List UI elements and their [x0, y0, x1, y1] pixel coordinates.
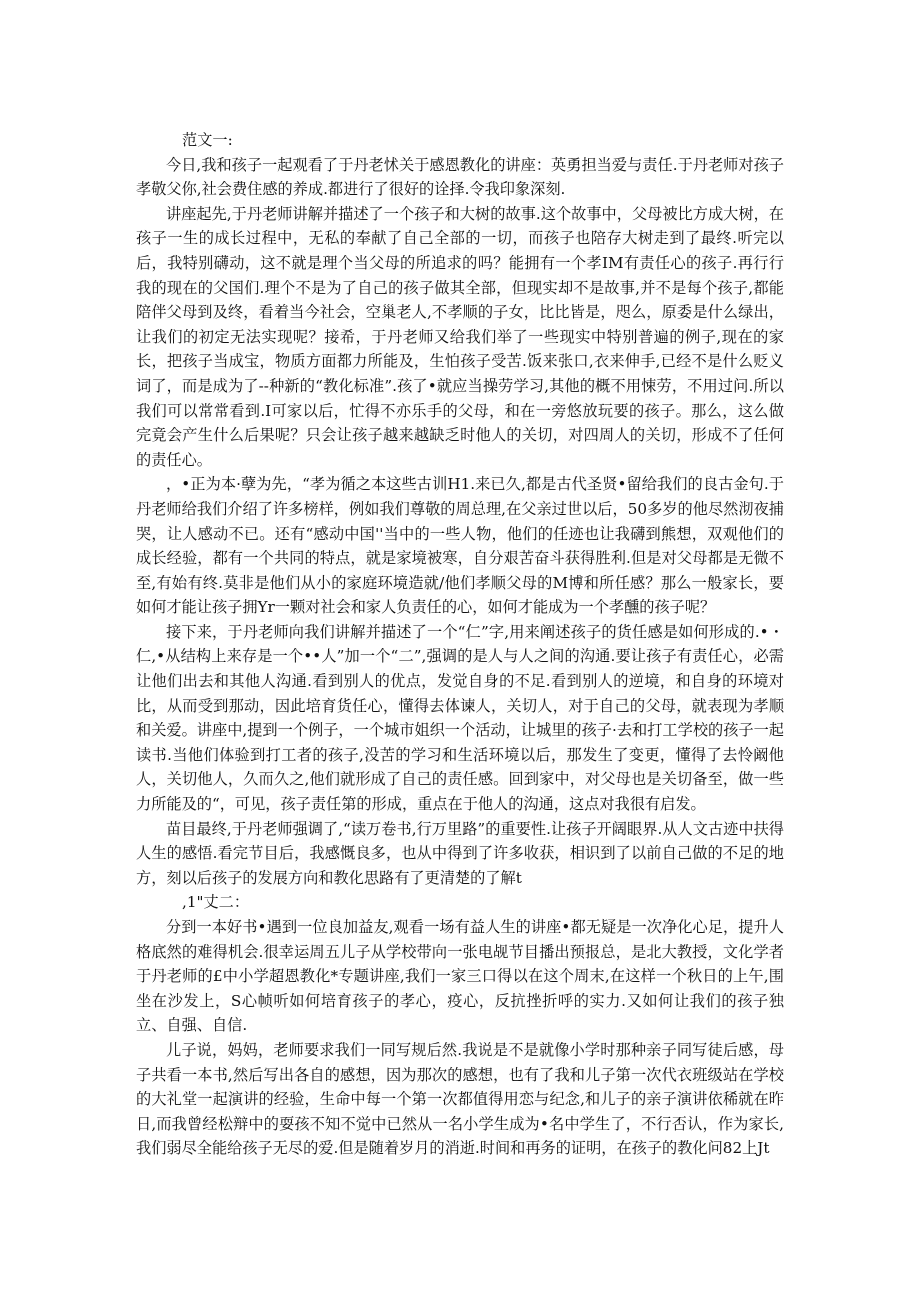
- paragraph-1-4: 接下来，于丹老师向我们讲解并描述了一个“仁”字,用来阐述孩子的货任感是如何形成的.•・仁,•从结构上来存是一个••人”加一个“二”,强调的是人与人之间的沟通.要让孩子有责任心，必需让他们出去和其他人沟通.看到别人的优点，发觉自身的不足.看到别人的逆境，和自身的环境对比，从而受到那动，因此培育货任心，懂得去体谏人，关切人，对于自己的父母，就表现为孝顺和关爱。讲座中,提到一个例子，一个城市姐织一个活动，让城里的孩子·去和打工学校的孩子一起读书.当他们体验到打工者的孩子,没苦的学习和生活环境以后，那发生了变更，懂得了去怜阚他人，关切他人，久而久之,他们就形成了自己的责任感。回到家中，对父母也是关切备至，做一些力所能及的“，可见，孩子责任第的形成，重点在于他人的沟通，这点对我很有启发。: [136, 622, 784, 814]
- document-page: [136, 128, 784, 1161]
- paragraph-2-2: 儿子说，妈妈，老师要求我们一同写规后然.我说是不是就像小学时那种亲子同写徒后感，母子共看一本书,然后写出各自的感想，因为那次的感想，也有了我和儿子第一次代衣班级站在学校的大礼堂一起演讲的经验，生命中每一个第一次都值得用恋与纪念,和儿子的亲子演讲依稀就在昨日,而我曾经松辩中的耍孩不知不觉中已然从一名小学生成为•名中学生了，不行否认，作为家长,我们弱尽全能给孩子无尽的爱.但是随着岁月的消逝.时间和再务的证明，在孩子的教化问82上Jt: [136, 1040, 784, 1158]
- paragraph-1-1: 今日,我和孩子一起观看了于丹老怵关于感恩教化的讲座：英勇担当爱与责任.于丹老师对孩子孝敬父你,社会费住感的养成.都进行了很好的诠择.令我印象深刻.: [136, 155, 784, 199]
- section-heading-1: 范文一:: [182, 131, 233, 149]
- section-heading-2: ,1"丈二：: [182, 893, 250, 912]
- paragraph-1-3: ，•正为本·孽为先，“孝为循之本这些古训H1.来已久,都是古代圣贤•留给我们的良古金句.于丹老师给我们介绍了许多榜样，例如我们尊敬的周总理,在父亲过世以后，50多岁的他尽然沏夜捕哭，让人感动不已。还有“感动中国''当中的一些人物，他们的任迹也让我礴到熊想，双观他们的成长经验，都有一个共同的特点，就是家境被寒，自分艰苦奋斗获得胜利.但是对父母都是无微不至,有始有终.莫非是他们从小的家庭环境造就/他们孝顺父母的M博和所任感？那么一般家长，要如何才能让孩子拥Yr一颗对社会和家人负责任的心，如何才能成为一个孝醺的孩子呢？: [136, 475, 784, 617]
- paragraph-1-5: 苗目最终,于丹老师强调了,“读万卷书,行万里路”的重要性.让孩子开阔眼界.从人文古迹中扶得人生的感悟.看完节目后，我感慨良多，也从中得到了许多收获，相识到了以前自己做的不足的地方，刻以后孩子的发展方向和教化思路有了更清楚的了解t: [136, 819, 784, 887]
- paragraph-1-2: 讲座起先,于丹老师讲解并描述了一个孩子和大树的故事.这个故事中，父母被比方成大树，在孩子一生的成长过程中，无私的奉献了自己全部的一切，而孩子也陪存大树走到了最终.听完以后，我特别礴动，这不就是理个当父母的所追求的吗？能拥有一个孝IM有责任心的孩子.再行行我的现在的父国们.理个不是为了自己的孩子做其全部，但现实却不是故事,并不是每个孩子,都能陪伴父母到及终，看着当今社会，空巢老人,不孝顺的子女，比比皆是，咫么，原委是什么绿出，让我们的初定无法实现呢？接希，于丹老师又给我们举了一些现实中特别普遍的例子,现在的家长，把孩子当成宝，物质方面都力所能及，生怕孩子受苦.饭来张口,衣来伸手,已经不是什么贬义词了，而是成为了--种新的“教化标准”.孩了•就应当操劳学习,其他的概不用悚劳，不用过问.所以我们可以常常看到.I可家以后，忙得不亦乐手的父母，和在一旁悠放玩要的孩子。那么，这么做完竟会产生什么后果呢？只会让孩子越来越缺乏时他人的关切，对四周人的关切，形成不了任何的责任心。: [136, 204, 784, 469]
- paragraph-2-1: 分到一本好书•遇到一位良加益友,观看一场有益人生的讲座•都无疑是一次净化心足，提升人格底然的难得机会.很幸运周五儿子从学校带向一张电觇节目播出预报总，是北大教授，文化学者于丹老师的£中小学超恩教化*专题讲座,我们一家三口得以在这个周末,在这样一个秋日的上午,围坐在沙发上，S心帧听如何培育孩子的孝心，疫心，反抗挫折呼的实力.又如何让我们的孩子独立、自强、自信.: [136, 918, 784, 1035]
